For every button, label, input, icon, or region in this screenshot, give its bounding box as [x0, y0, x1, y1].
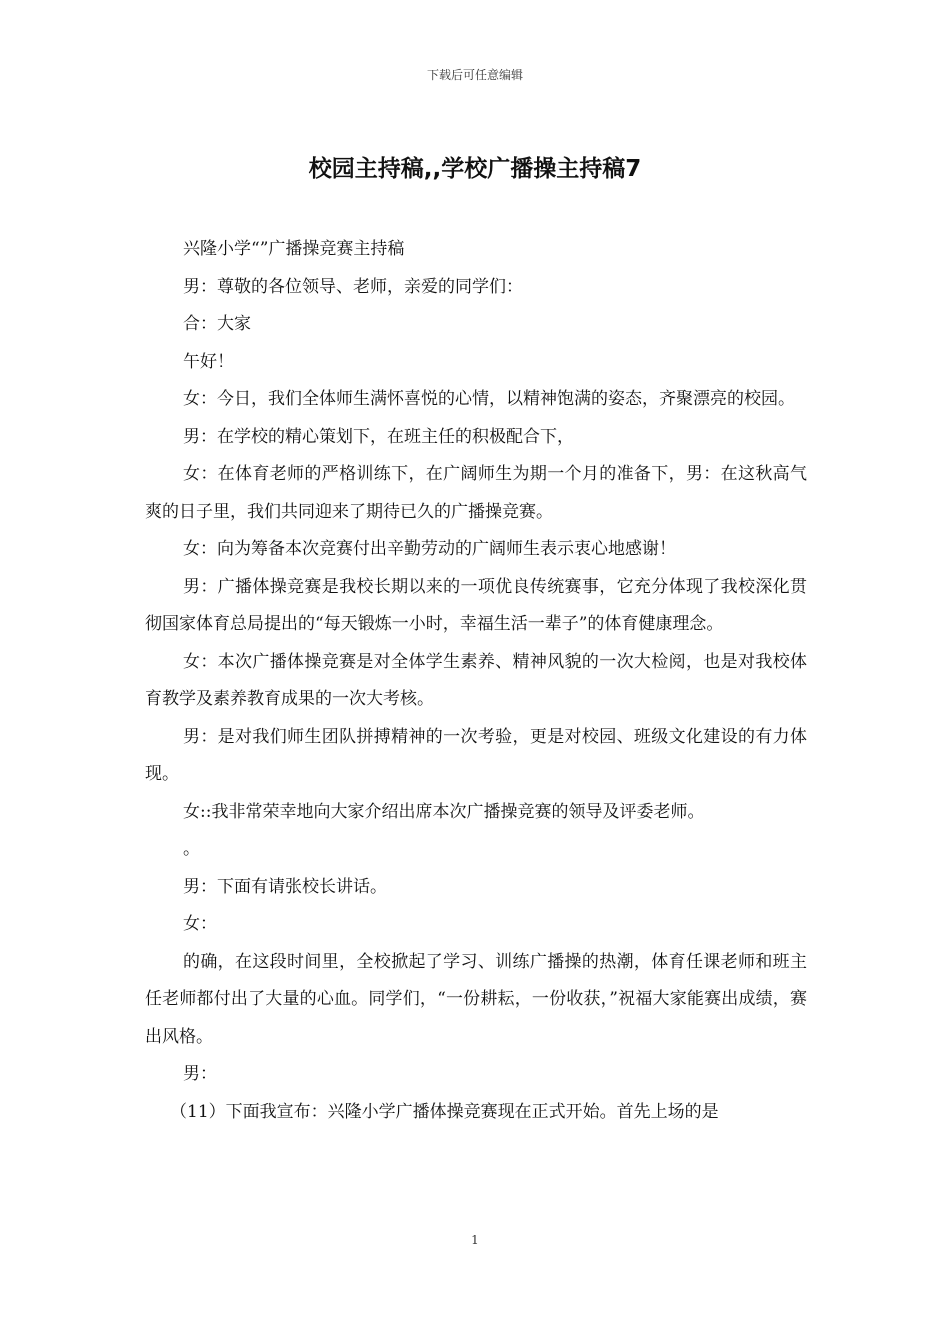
document-title: 校园主持稿,,学校广播操主持稿7	[308, 156, 642, 182]
paragraph: 女：	[183, 914, 217, 934]
paragraph: 男：广播体操竞赛是我校长期以来的一项优良传统赛事，它充分体现了我校深化贯彻国家体育总局提出的“每天锻炼一小时，幸福生活一辈子”的体育健康理念。	[145, 576, 807, 634]
paragraph: 。	[183, 839, 200, 859]
paragraph: 女：在体育老师的严格训练下，在广阔师生为期一个月的准备下，男：在这秋高气爽的日子里，我们共同迎来了期待已久的广播操竞赛。	[145, 464, 807, 522]
paragraph: 男：是对我们师生团队拼搏精神的一次考验，更是对校园、班级文化建设的有力体现。	[145, 726, 807, 784]
paragraph: 女：向为筹备本次竞赛付出辛勤劳动的广阔师生表示衷心地感谢！	[183, 539, 676, 559]
paragraph: 男：	[183, 1064, 217, 1084]
paragraph: 女：本次广播体操竞赛是对全体学生素养、精神风貌的一次大检阅，也是对我校体育教学及素养教育成果的一次大考核。	[145, 651, 807, 709]
paragraph: 的确，在这段时间里，全校掀起了学习、训练广播操的热潮，体育任课老师和班主任老师都付出了大量的心血。同学们，“一份耕耘，一份收获，”祝福大家能赛出成绩，赛出风格。	[145, 951, 807, 1047]
paragraph: 女：今日，我们全体师生满怀喜悦的心情，以精神饱满的姿态，齐聚漂亮的校园。	[183, 389, 795, 409]
paragraph: （11）下面我宣布：兴隆小学广播体操竞赛现在正式开始。首先上场的是	[170, 1101, 719, 1122]
paragraph: 兴隆小学“”广播操竞赛主持稿	[183, 239, 405, 259]
paragraph: 女::我非常荣幸地向大家介绍出席本次广播操竞赛的领导及评委老师。	[183, 801, 705, 822]
paragraph: 合：大家	[183, 314, 251, 334]
paragraph: 男：下面有请张校长讲话。	[183, 876, 387, 897]
paragraph: 男：在学校的精心策划下，在班主任的积极配合下，	[183, 426, 574, 447]
document-body	[145, 231, 807, 1131]
paragraph: 午好！	[183, 351, 234, 372]
paragraph: 男：尊敬的各位领导、老师，亲爱的同学们：	[183, 276, 523, 297]
page-number: 1	[471, 1233, 479, 1247]
page-header-note: 下载后可任意编辑	[426, 68, 523, 82]
